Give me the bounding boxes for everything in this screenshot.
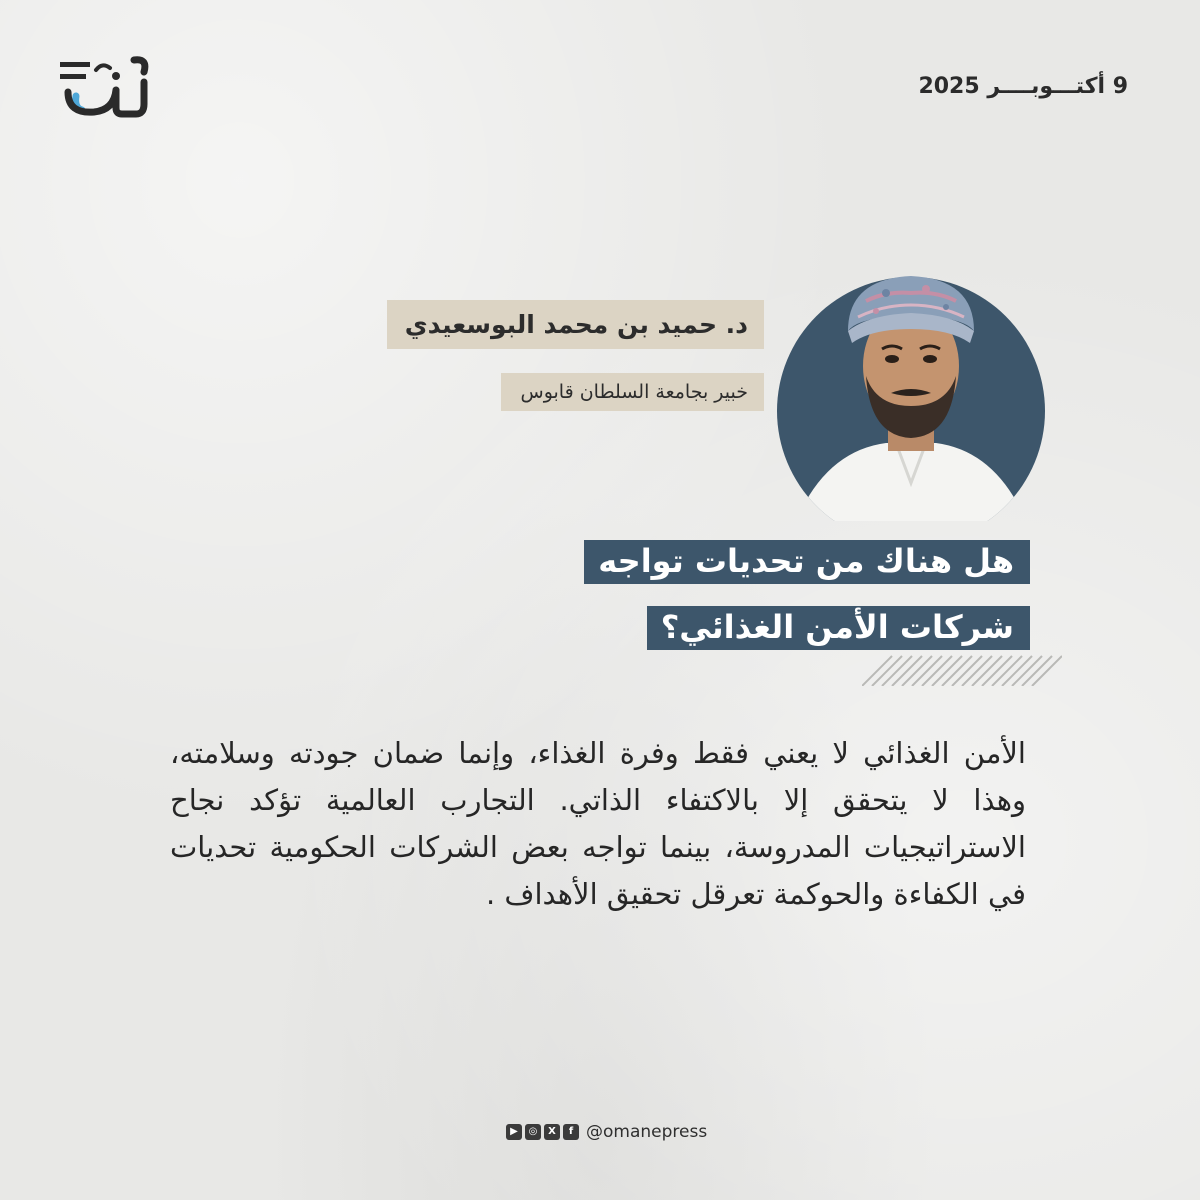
- question-line-2: شركات الأمن الغذائي؟: [647, 606, 1030, 650]
- author-role: خبير بجامعة السلطان قابوس: [501, 373, 765, 411]
- instagram-icon[interactable]: ◎: [525, 1124, 541, 1140]
- author-name: د. حميد بن محمد البوسعيدي: [387, 300, 764, 349]
- facebook-icon[interactable]: f: [563, 1124, 579, 1140]
- x-icon[interactable]: X: [544, 1124, 560, 1140]
- social-handle[interactable]: @omanepress: [586, 1122, 708, 1142]
- article-body: الأمن الغذائي لا يعني فقط وفرة الغذاء، وإنما ضمان جودته وسلامته، وهذا لا يتحقق إلا بالاكتفاء الذاتي. التجارب العالمية تؤكد نجاح الاستراتيجيات المدروسة، بينما تواجه بعض الشركات الحكومية تحديات في الكفاءة والحوكمة تعرقل تحقيق الأهداف .: [170, 736, 1026, 911]
- oman-logo: [52, 48, 162, 128]
- publish-date: 9 أكتـــوبــــر 2025: [918, 74, 1128, 99]
- question-line-1: هل هناك من تحديات تواجه: [584, 540, 1030, 584]
- hatch-decoration: [862, 636, 1062, 686]
- author-portrait: [776, 271, 1046, 521]
- youtube-icon[interactable]: ▶: [506, 1124, 522, 1140]
- social-footer: [506, 1120, 707, 1144]
